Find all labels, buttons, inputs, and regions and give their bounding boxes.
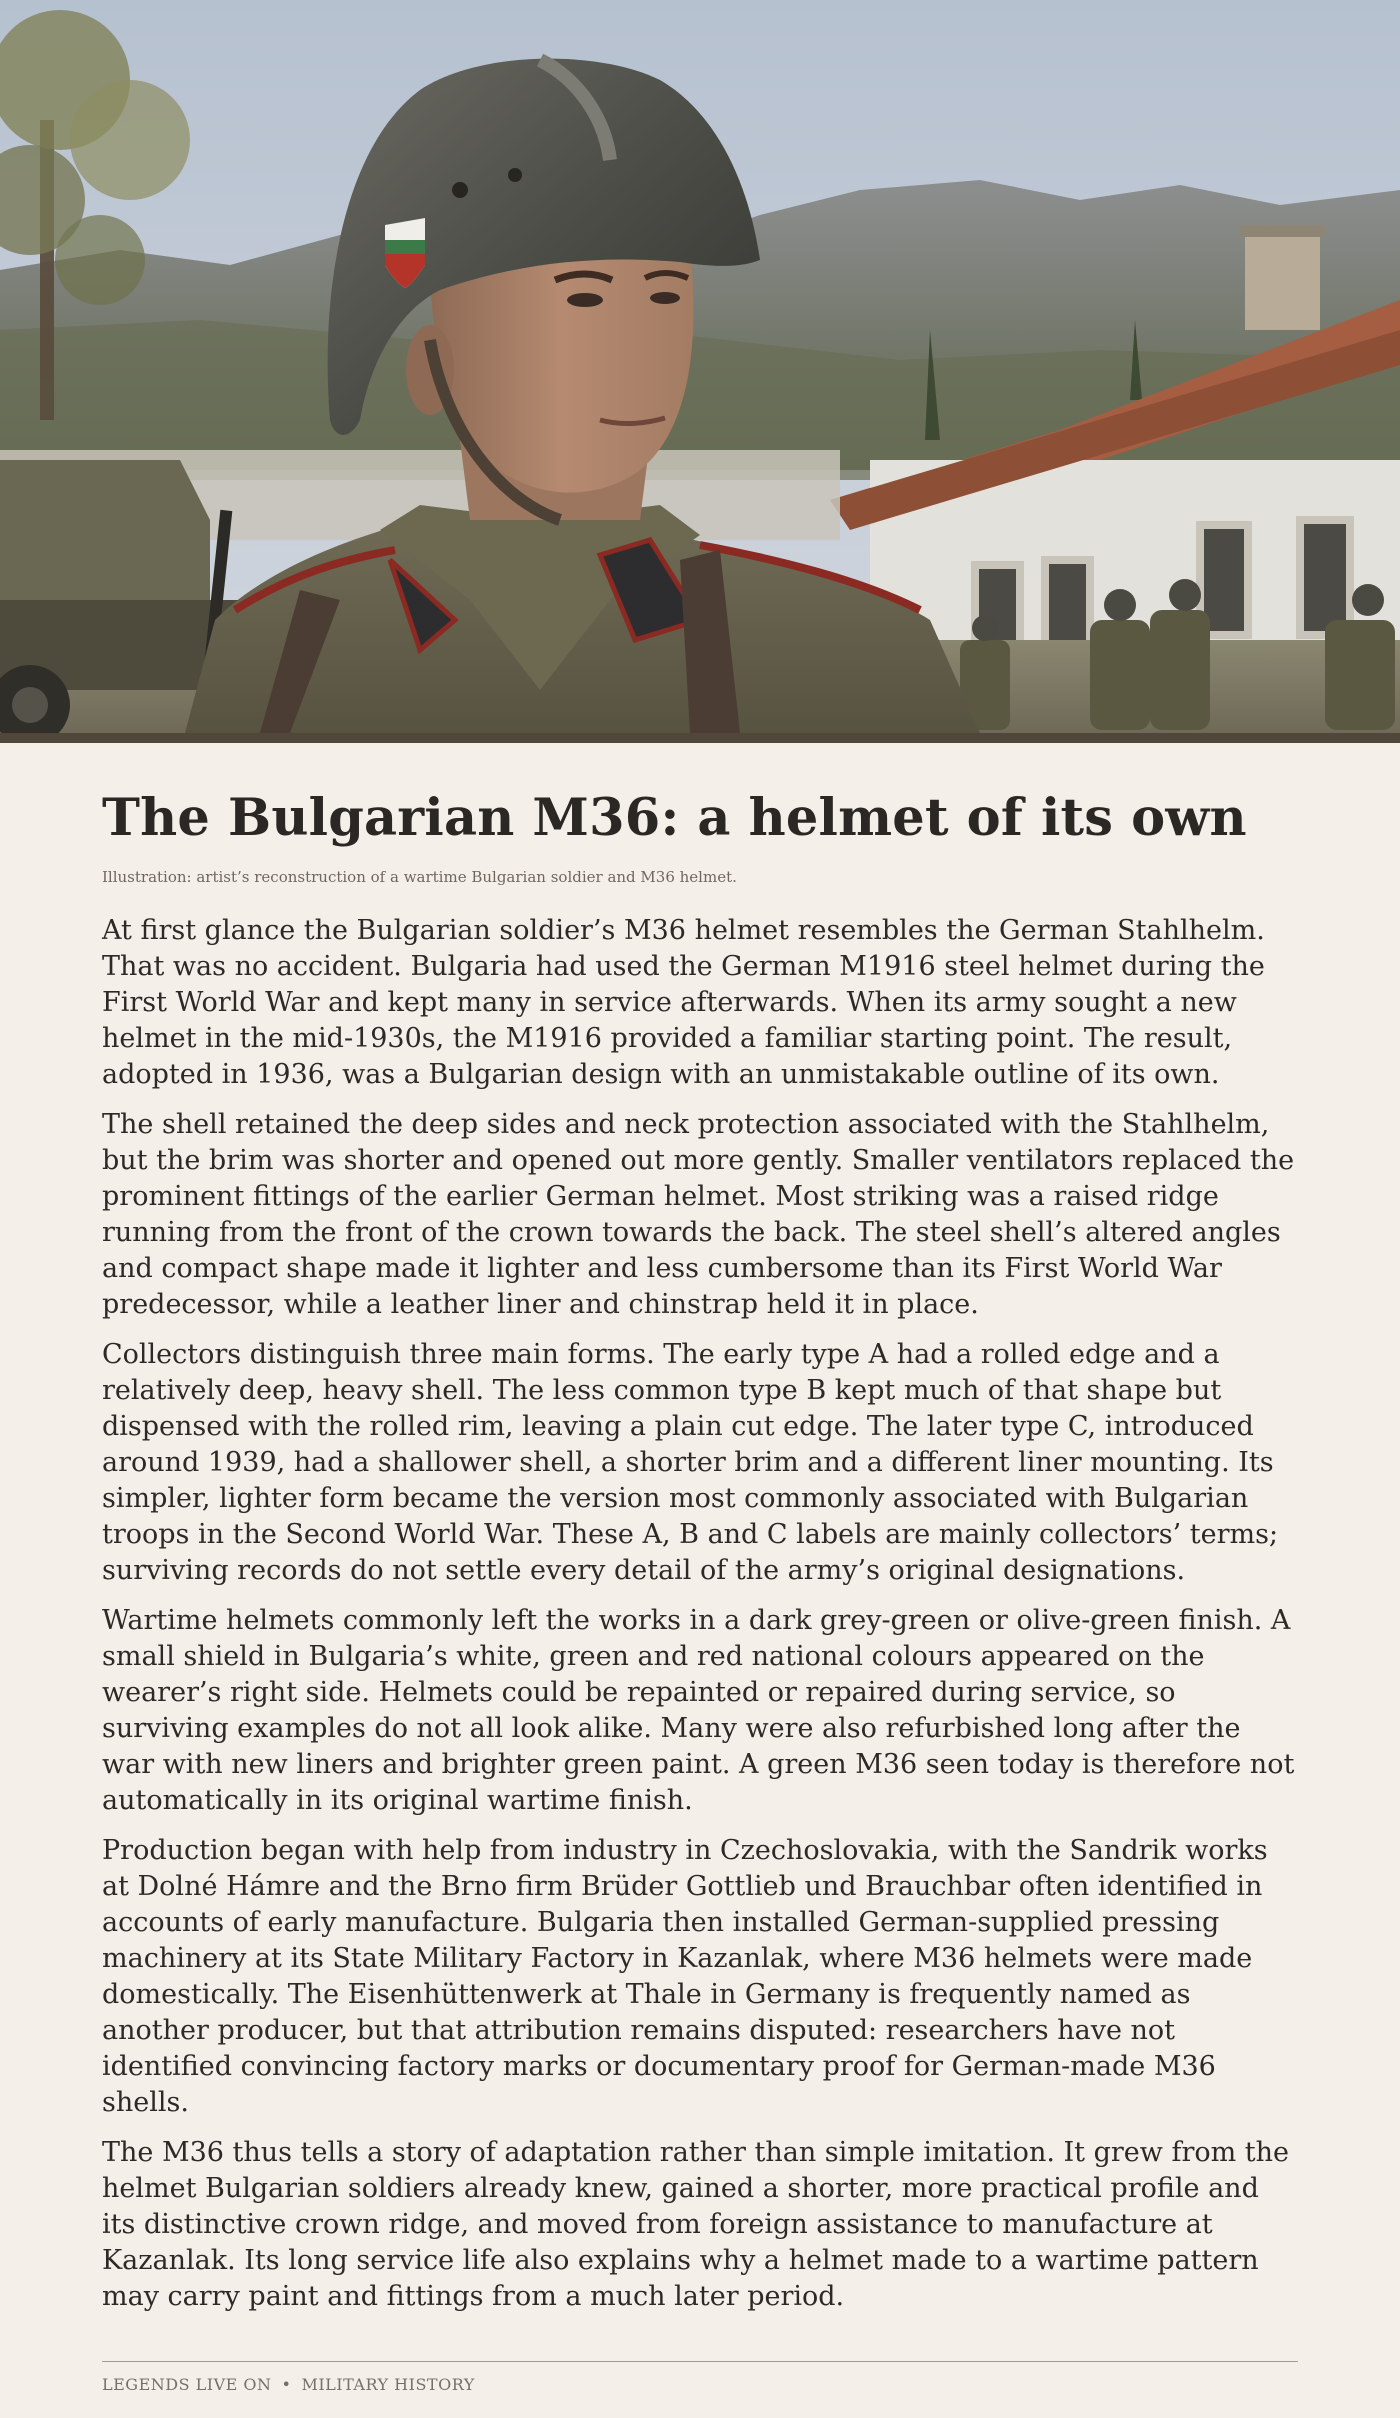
paragraph: The M36 thus tells a story of adaptation rather than simple imitation. It grew from the helmet Bulgarian soldiers already knew, gained a shorter, more practical profile and its distinctive crown ridge, and moved from foreign assistance to manufacture at Kazanlak. Its long service life also explains why a helmet made to a wartime pattern may carry paint and fittings from a much later period. — [102, 2137, 1290, 2312]
footer-brand: LEGENDS LIVE ON — [102, 2375, 272, 2394]
article-title: The Bulgarian M36: a helmet of its own — [102, 788, 1247, 848]
footer-separator: • — [281, 2375, 292, 2394]
page-footer — [102, 2361, 1298, 2394]
hero-illustration — [0, 0, 1400, 733]
hero-divider-band — [0, 733, 1400, 743]
footer-section: MILITARY HISTORY — [301, 2375, 475, 2394]
image-caption: Illustration: artist’s reconstruction of a wartime Bulgarian soldier and M36 helmet. — [102, 867, 737, 886]
paragraph: Wartime helmets commonly left the works in a dark grey-green or olive-green finish. A small shield in Bulgaria’s white, green and red national colours appeared on the wearer’s right side. Helmets could be repainted or repaired during service, so surviving examples do not all look alike. Many were also refurbished long after the war with new liners and brighter green paint. A green M36 seen today is therefore not automatically in its original wartime finish. — [102, 1605, 1295, 1816]
article — [102, 743, 1298, 2329]
paragraph: The shell retained the deep sides and neck protection associated with the Stahlhelm, but the brim was shorter and opened out more gently. Smaller ventilators replaced the prominent fittings of the earlier German helmet. Most striking was a raised ridge running from the front of the crown towards the back. The steel shell’s altered angles and compact shape made it lighter and less cumbersome than its First World War predecessor, while a leather liner and chinstrap held it in place. — [102, 1109, 1295, 1320]
hero-scene — [0, 0, 1400, 733]
paragraph: At first glance the Bulgarian soldier’s M36 helmet resembles the German Stahlhelm. That was no accident. Bulgaria had used the German M1916 steel helmet during the First World War and kept many in service afterwards. When its army sought a new helmet in the mid-1930s, the M1916 provided a familiar starting point. The result, adopted in 1936, was a Bulgarian design with an unmistakable outline of its own. — [102, 915, 1265, 1090]
paragraph: Collectors distinguish three main forms. The early type A had a rolled edge and a relatively deep, heavy shell. The less common type B kept much of that shape but dispensed with the rolled rim, leaving a plain cut edge. The later type C, introduced around 1939, had a shallower shell, a shorter brim and a different liner mounting. Its simpler, lighter form became the version most commonly associated with Bulgarian troops in the Second World War. These A, B and C labels are mainly collectors’ terms; surviving records do not settle every detail of the army’s original designations. — [102, 1339, 1279, 1586]
article-body — [102, 913, 1298, 2315]
paragraph: Production began with help from industry in Czechoslovakia, with the Sandrik works at Dolné Hámre and the Brno firm Brüder Gottlieb und Brauchbar often identified in accounts of early manufacture. Bulgaria then installed German-supplied pressing machinery at its State Military Factory in Kazanlak, where M36 helmets were made domestically. The Eisenhüttenwerk at Thale in Germany is frequently named as another producer, but that attribution remains disputed: researchers have not identified convincing factory marks or documentary proof for German-made M36 shells. — [102, 1835, 1268, 2118]
